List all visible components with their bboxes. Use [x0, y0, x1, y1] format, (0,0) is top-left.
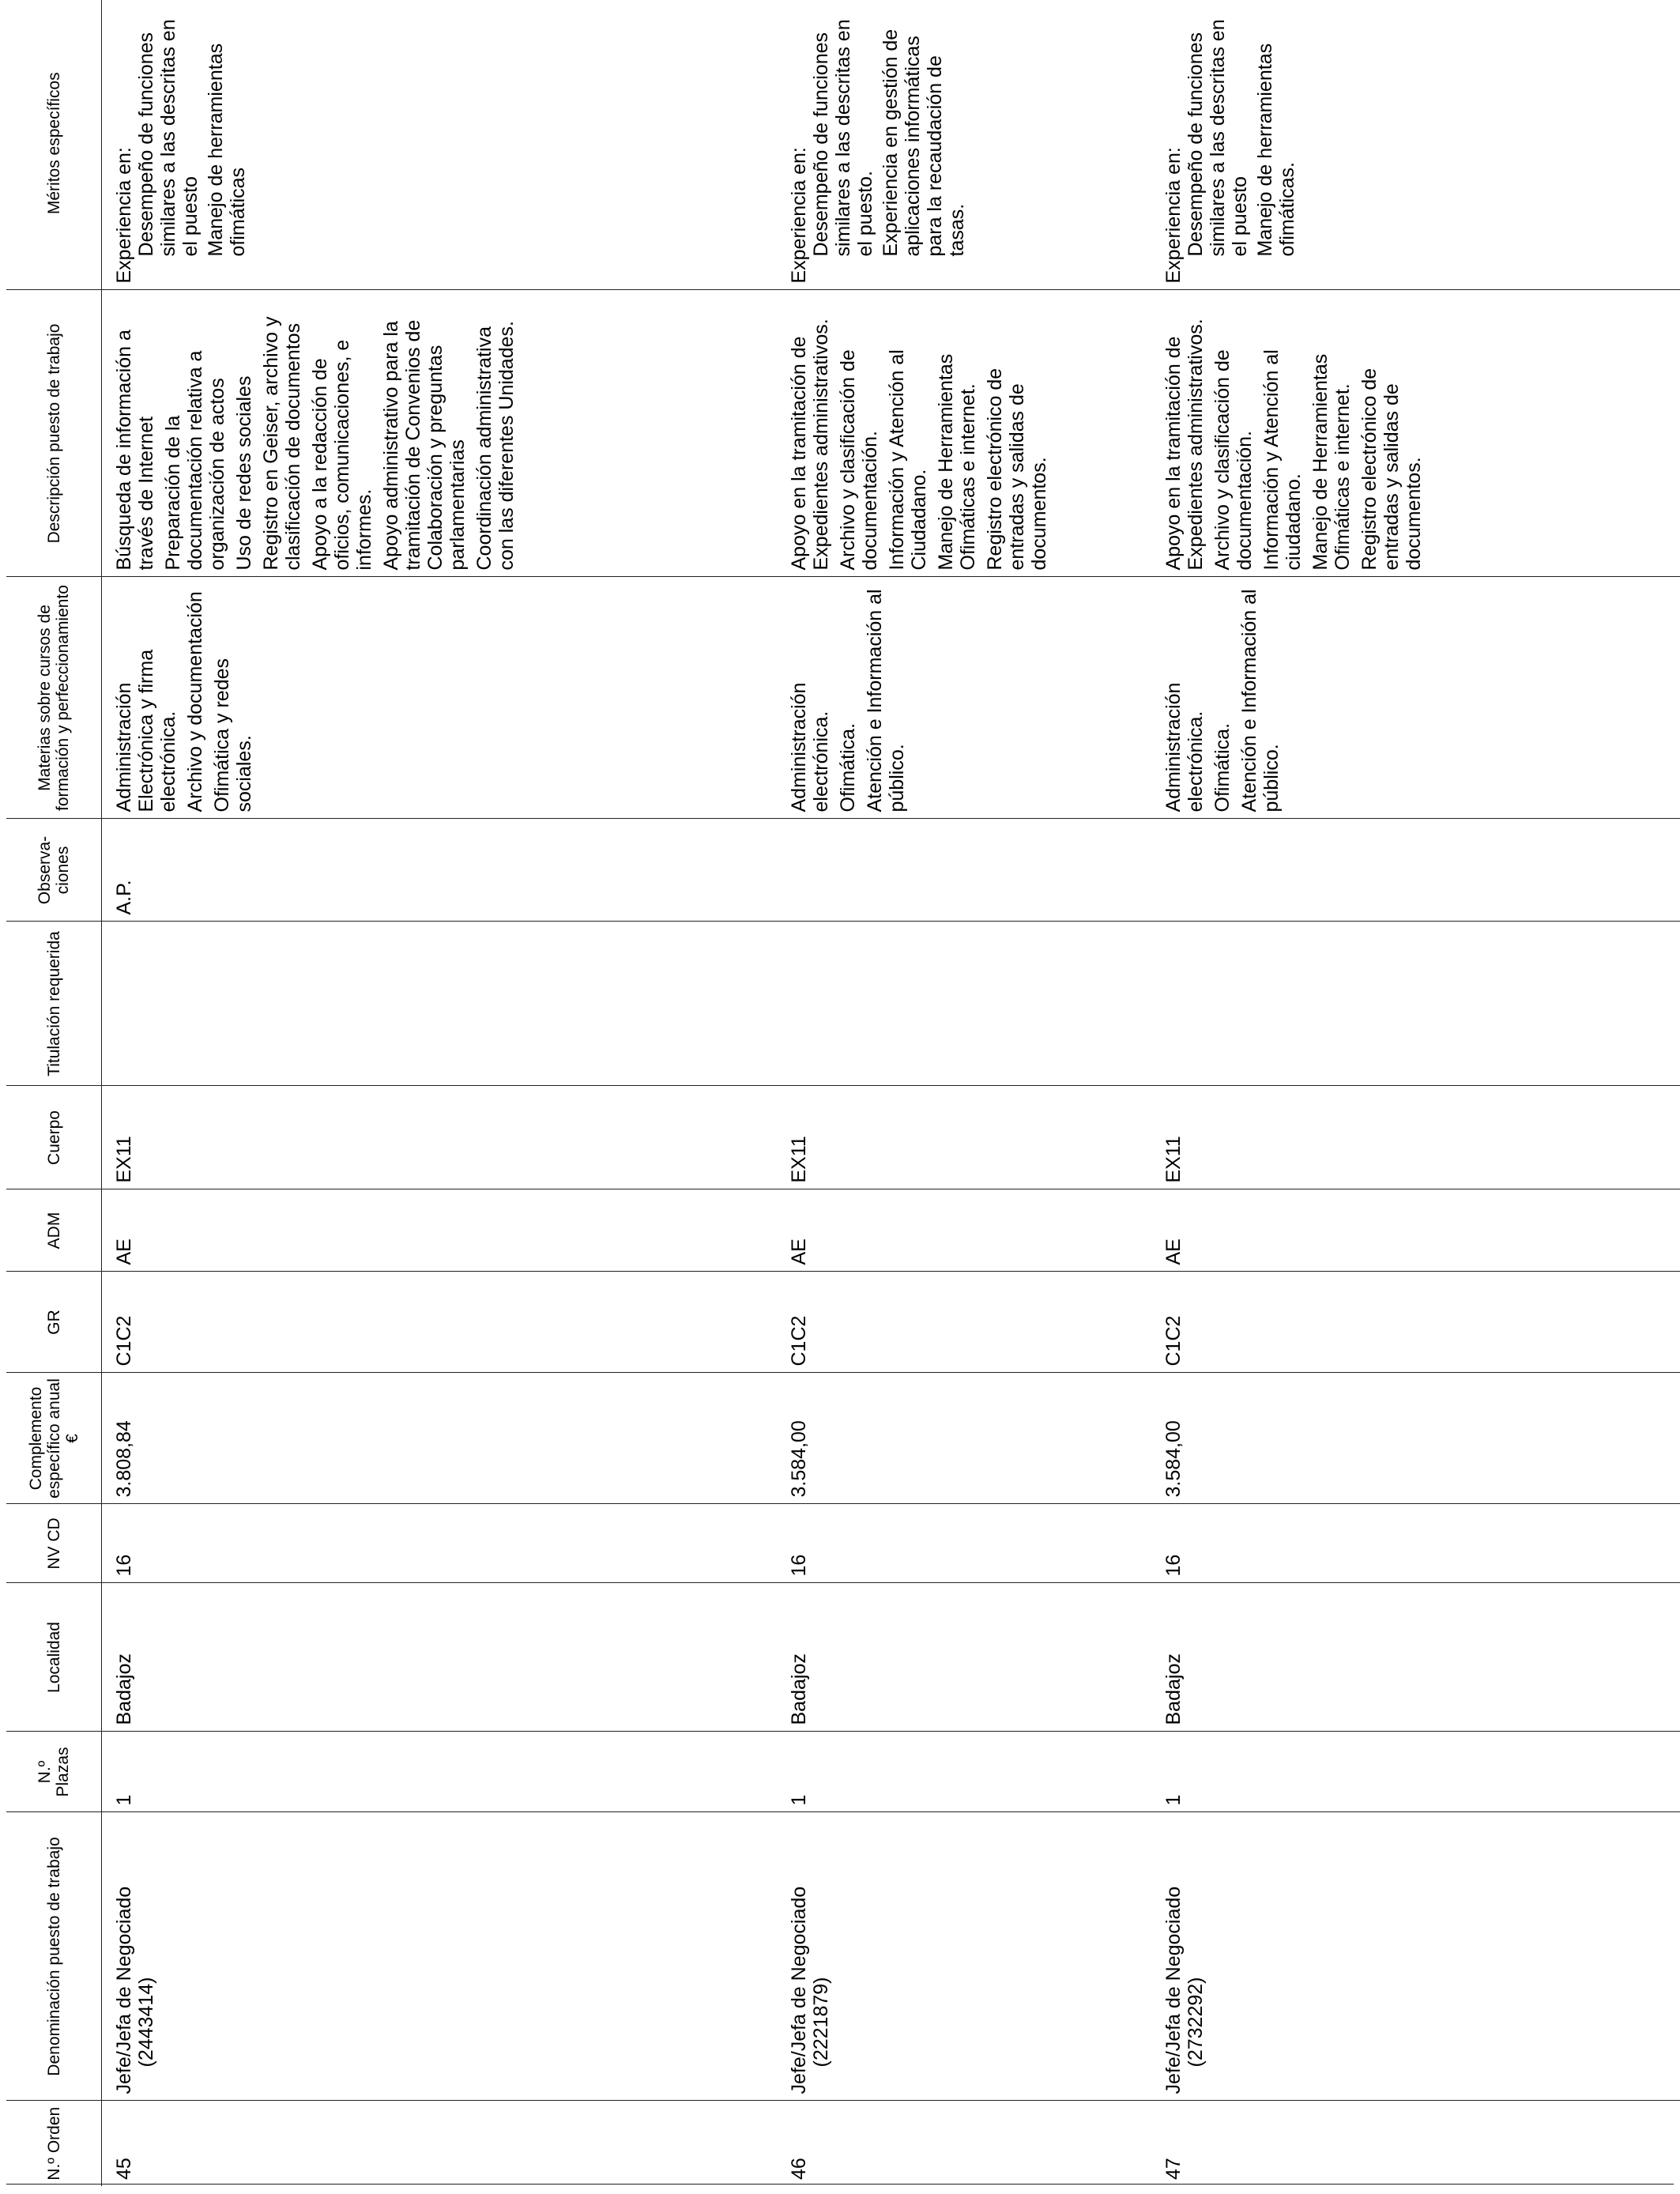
- descripcion-item: Información y Atención al Ciudadano.: [886, 349, 930, 571]
- cell-localidad-value: Badajoz: [113, 1653, 135, 1725]
- cell-plazas: [102, 1732, 778, 1812]
- descripcion-item: Registro electrónico de entradas y salidas de documentos.: [1358, 368, 1425, 571]
- cell-materias: [1151, 577, 1680, 819]
- materia-item: Administración electrónica.: [788, 682, 832, 812]
- descripcion-item: Información y Atención al ciudadano.: [1260, 349, 1305, 571]
- cell-grupo: [102, 1272, 778, 1373]
- cell-complemento: [1151, 1373, 1680, 1504]
- cell-observaciones: [777, 819, 1151, 922]
- cell-adm-value: AE: [788, 1238, 810, 1265]
- cell-adm: [777, 1189, 1151, 1272]
- header-nivel: NV CD: [6, 1504, 102, 1583]
- cell-observaciones: [102, 819, 778, 922]
- materia-item: Ofimática.: [1211, 722, 1234, 812]
- header-grupo: GR: [6, 1272, 102, 1373]
- denominacion-text: Jefe/Jefa de Negociado: [1162, 1886, 1185, 2094]
- cell-grupo: [777, 1272, 1151, 1373]
- descripcion-item: Apoyo en la tramitación de Expedientes administrativos.: [788, 319, 832, 571]
- cell-descripcion: [1151, 290, 1680, 577]
- materia-item: Administración Electrónica y firma electrónica.: [113, 649, 179, 812]
- cell-localidad-value: Badajoz: [1162, 1653, 1185, 1725]
- descripcion-item: Archivo y clasificación de documentación.: [837, 349, 881, 571]
- codigo-text: (2443414): [135, 1977, 157, 2068]
- cell-complemento: [102, 1373, 778, 1504]
- cell-adm-value: AE: [1162, 1238, 1185, 1265]
- header-plazas: N.º Plazas: [6, 1732, 102, 1812]
- meritos-intro: Experiencia en:: [788, 147, 810, 284]
- cell-denominacion: [777, 1812, 1151, 2101]
- cell-complemento-value: 3.584,00: [788, 1420, 810, 1498]
- denominacion-text: Jefe/Jefa de Negociado: [788, 1886, 810, 2094]
- header-observaciones: Observa-ciones: [6, 819, 102, 922]
- cell-adm: [102, 1189, 778, 1272]
- cell-nivel: [102, 1504, 778, 1583]
- table-row: [102, 0, 778, 2186]
- cell-observaciones-value: A.P.: [113, 880, 135, 915]
- cell-localidad: [777, 1583, 1151, 1732]
- descripcion-item: Registro electrónico de entradas y salidas de documentos.: [984, 368, 1050, 571]
- descripcion-item: Archivo y clasificación de documentación.: [1211, 349, 1256, 571]
- cell-grupo-value: C1C2: [788, 1315, 810, 1367]
- descripcion-item: Manejo de Herramientas Ofimáticas e internet.: [935, 353, 979, 571]
- cell-nivel: [1151, 1504, 1680, 1583]
- header-titulacion: Titulación requerida: [6, 922, 102, 1086]
- header-materias: Materias sobre cursos de formación y perfeccionamiento: [6, 577, 102, 819]
- table-row: [777, 0, 1151, 2186]
- header-adm: ADM: [6, 1189, 102, 1272]
- cell-materias: [777, 577, 1151, 819]
- cell-descripcion: [777, 290, 1151, 577]
- cell-cuerpo: [102, 1086, 778, 1189]
- descripcion-item: Búsqueda de información a través de Internet: [113, 330, 157, 571]
- descripcion-item: Apoyo administrativo para la tramitación de Convenios de Colaboración y preguntas parlamentarias: [380, 319, 469, 571]
- cell-titulacion: [777, 922, 1151, 1086]
- meritos-intro: Experiencia en:: [113, 147, 135, 284]
- cell-plazas-value: 1: [113, 1794, 135, 1806]
- header-row: [6, 0, 102, 2186]
- cell-plazas: [1151, 1732, 1680, 1812]
- descripcion-item: Registro en Geiser, archivo y clasificación de documentos: [260, 316, 304, 571]
- materia-item: Administración electrónica.: [1162, 682, 1207, 812]
- materia-item: Atención e Información al público.: [1238, 589, 1283, 812]
- cell-localidad: [102, 1583, 778, 1732]
- codigo-text: (2732292): [1185, 1977, 1207, 2068]
- header-orden: N.º Orden: [6, 2101, 102, 2186]
- cell-orden-value: 46: [788, 2158, 810, 2180]
- cell-nivel-value: 16: [1162, 1554, 1185, 1577]
- cell-cuerpo-value: EX11: [788, 1136, 810, 1183]
- cell-nivel-value: 16: [113, 1554, 135, 1577]
- meritos-intro: Experiencia en:: [1162, 147, 1185, 284]
- cell-denominacion: [1151, 1812, 1680, 2101]
- header-cuerpo: Cuerpo: [6, 1086, 102, 1189]
- merito-item: Manejo de herramientas ofimáticas: [205, 43, 249, 257]
- denominacion-text: Jefe/Jefa de Negociado: [113, 1886, 135, 2094]
- cell-plazas-value: 1: [1162, 1794, 1185, 1806]
- materia-item: Ofimática.: [837, 722, 859, 812]
- cell-observaciones: [1151, 819, 1680, 922]
- cell-meritos: [102, 0, 778, 290]
- descripcion-item: Uso de redes sociales: [233, 375, 255, 571]
- header-meritos: Méritos específicos: [6, 0, 102, 290]
- cell-adm-value: AE: [113, 1238, 135, 1265]
- cell-materias: [102, 577, 778, 819]
- merito-item: Manejo de herramientas ofimáticas.: [1254, 43, 1298, 257]
- header-localidad: Localidad: [6, 1583, 102, 1732]
- descripcion-item: Coordinación administrativa con las diferentes Unidades.: [473, 321, 518, 571]
- cell-titulacion: [1151, 922, 1680, 1086]
- cell-descripcion: [102, 290, 778, 577]
- header-descripcion: Descripción puesto de trabajo: [6, 290, 102, 577]
- cell-plazas: [777, 1732, 1151, 1812]
- cell-cuerpo-value: EX11: [113, 1136, 135, 1183]
- descripcion-item: Manejo de Herramientas Ofimáticas e internet.: [1309, 353, 1354, 571]
- descripcion-item: Apoyo a la redacción de oficios, comunicaciones, e informes.: [309, 339, 375, 571]
- materia-item: Archivo y documentación: [184, 591, 206, 812]
- cell-grupo: [1151, 1272, 1680, 1373]
- merito-item: Desempeño de funciones similares a las descritas en el puesto: [135, 19, 202, 257]
- cell-grupo-value: C1C2: [113, 1315, 135, 1367]
- cell-adm: [1151, 1189, 1680, 1272]
- cell-cuerpo-value: EX11: [1162, 1136, 1185, 1183]
- table-row: [1151, 0, 1680, 2186]
- cell-complemento-value: 3.808,84: [113, 1420, 135, 1498]
- cell-localidad: [1151, 1583, 1680, 1732]
- cell-orden: [777, 2101, 1151, 2186]
- cell-nivel-value: 16: [788, 1554, 810, 1577]
- header-complemento: Complemento específico anual €: [6, 1373, 102, 1504]
- job-positions-table: [6, 0, 1680, 2186]
- cell-complemento: [777, 1373, 1151, 1504]
- merito-item: Desempeño de funciones similares a las descritas en el puesto: [1185, 19, 1251, 257]
- cell-denominacion: [102, 1812, 778, 2101]
- cell-cuerpo: [1151, 1086, 1680, 1189]
- codigo-text: (2221879): [810, 1977, 832, 2068]
- cell-orden: [102, 2101, 778, 2186]
- merito-item: Desempeño de funciones similares a las descritas en el puesto.: [810, 19, 876, 257]
- descripcion-item: Preparación de la documentación relativa a organización de actos: [162, 350, 228, 571]
- header-denominacion: Denominación puesto de trabajo: [6, 1812, 102, 2101]
- materia-item: Ofimática y redes sociales.: [211, 658, 255, 812]
- cell-meritos: [777, 0, 1151, 290]
- cell-plazas-value: 1: [788, 1794, 810, 1806]
- cell-titulacion: [102, 922, 778, 1086]
- cell-grupo-value: C1C2: [1162, 1315, 1185, 1367]
- cell-orden: [1151, 2101, 1680, 2186]
- cell-nivel: [777, 1504, 1151, 1583]
- cell-meritos: [1151, 0, 1680, 290]
- cell-orden-value: 45: [113, 2158, 135, 2180]
- materia-item: Atención e Información al público.: [864, 589, 908, 812]
- cell-cuerpo: [777, 1086, 1151, 1189]
- cell-localidad-value: Badajoz: [788, 1653, 810, 1725]
- descripcion-item: Apoyo en la tramitación de Expedientes administrativos.: [1162, 319, 1207, 571]
- cell-orden-value: 47: [1162, 2158, 1185, 2180]
- cell-complemento-value: 3.584,00: [1162, 1420, 1185, 1498]
- merito-item: Experiencia en gestión de aplicaciones informáticas para la recaudación de tasas.: [880, 28, 968, 257]
